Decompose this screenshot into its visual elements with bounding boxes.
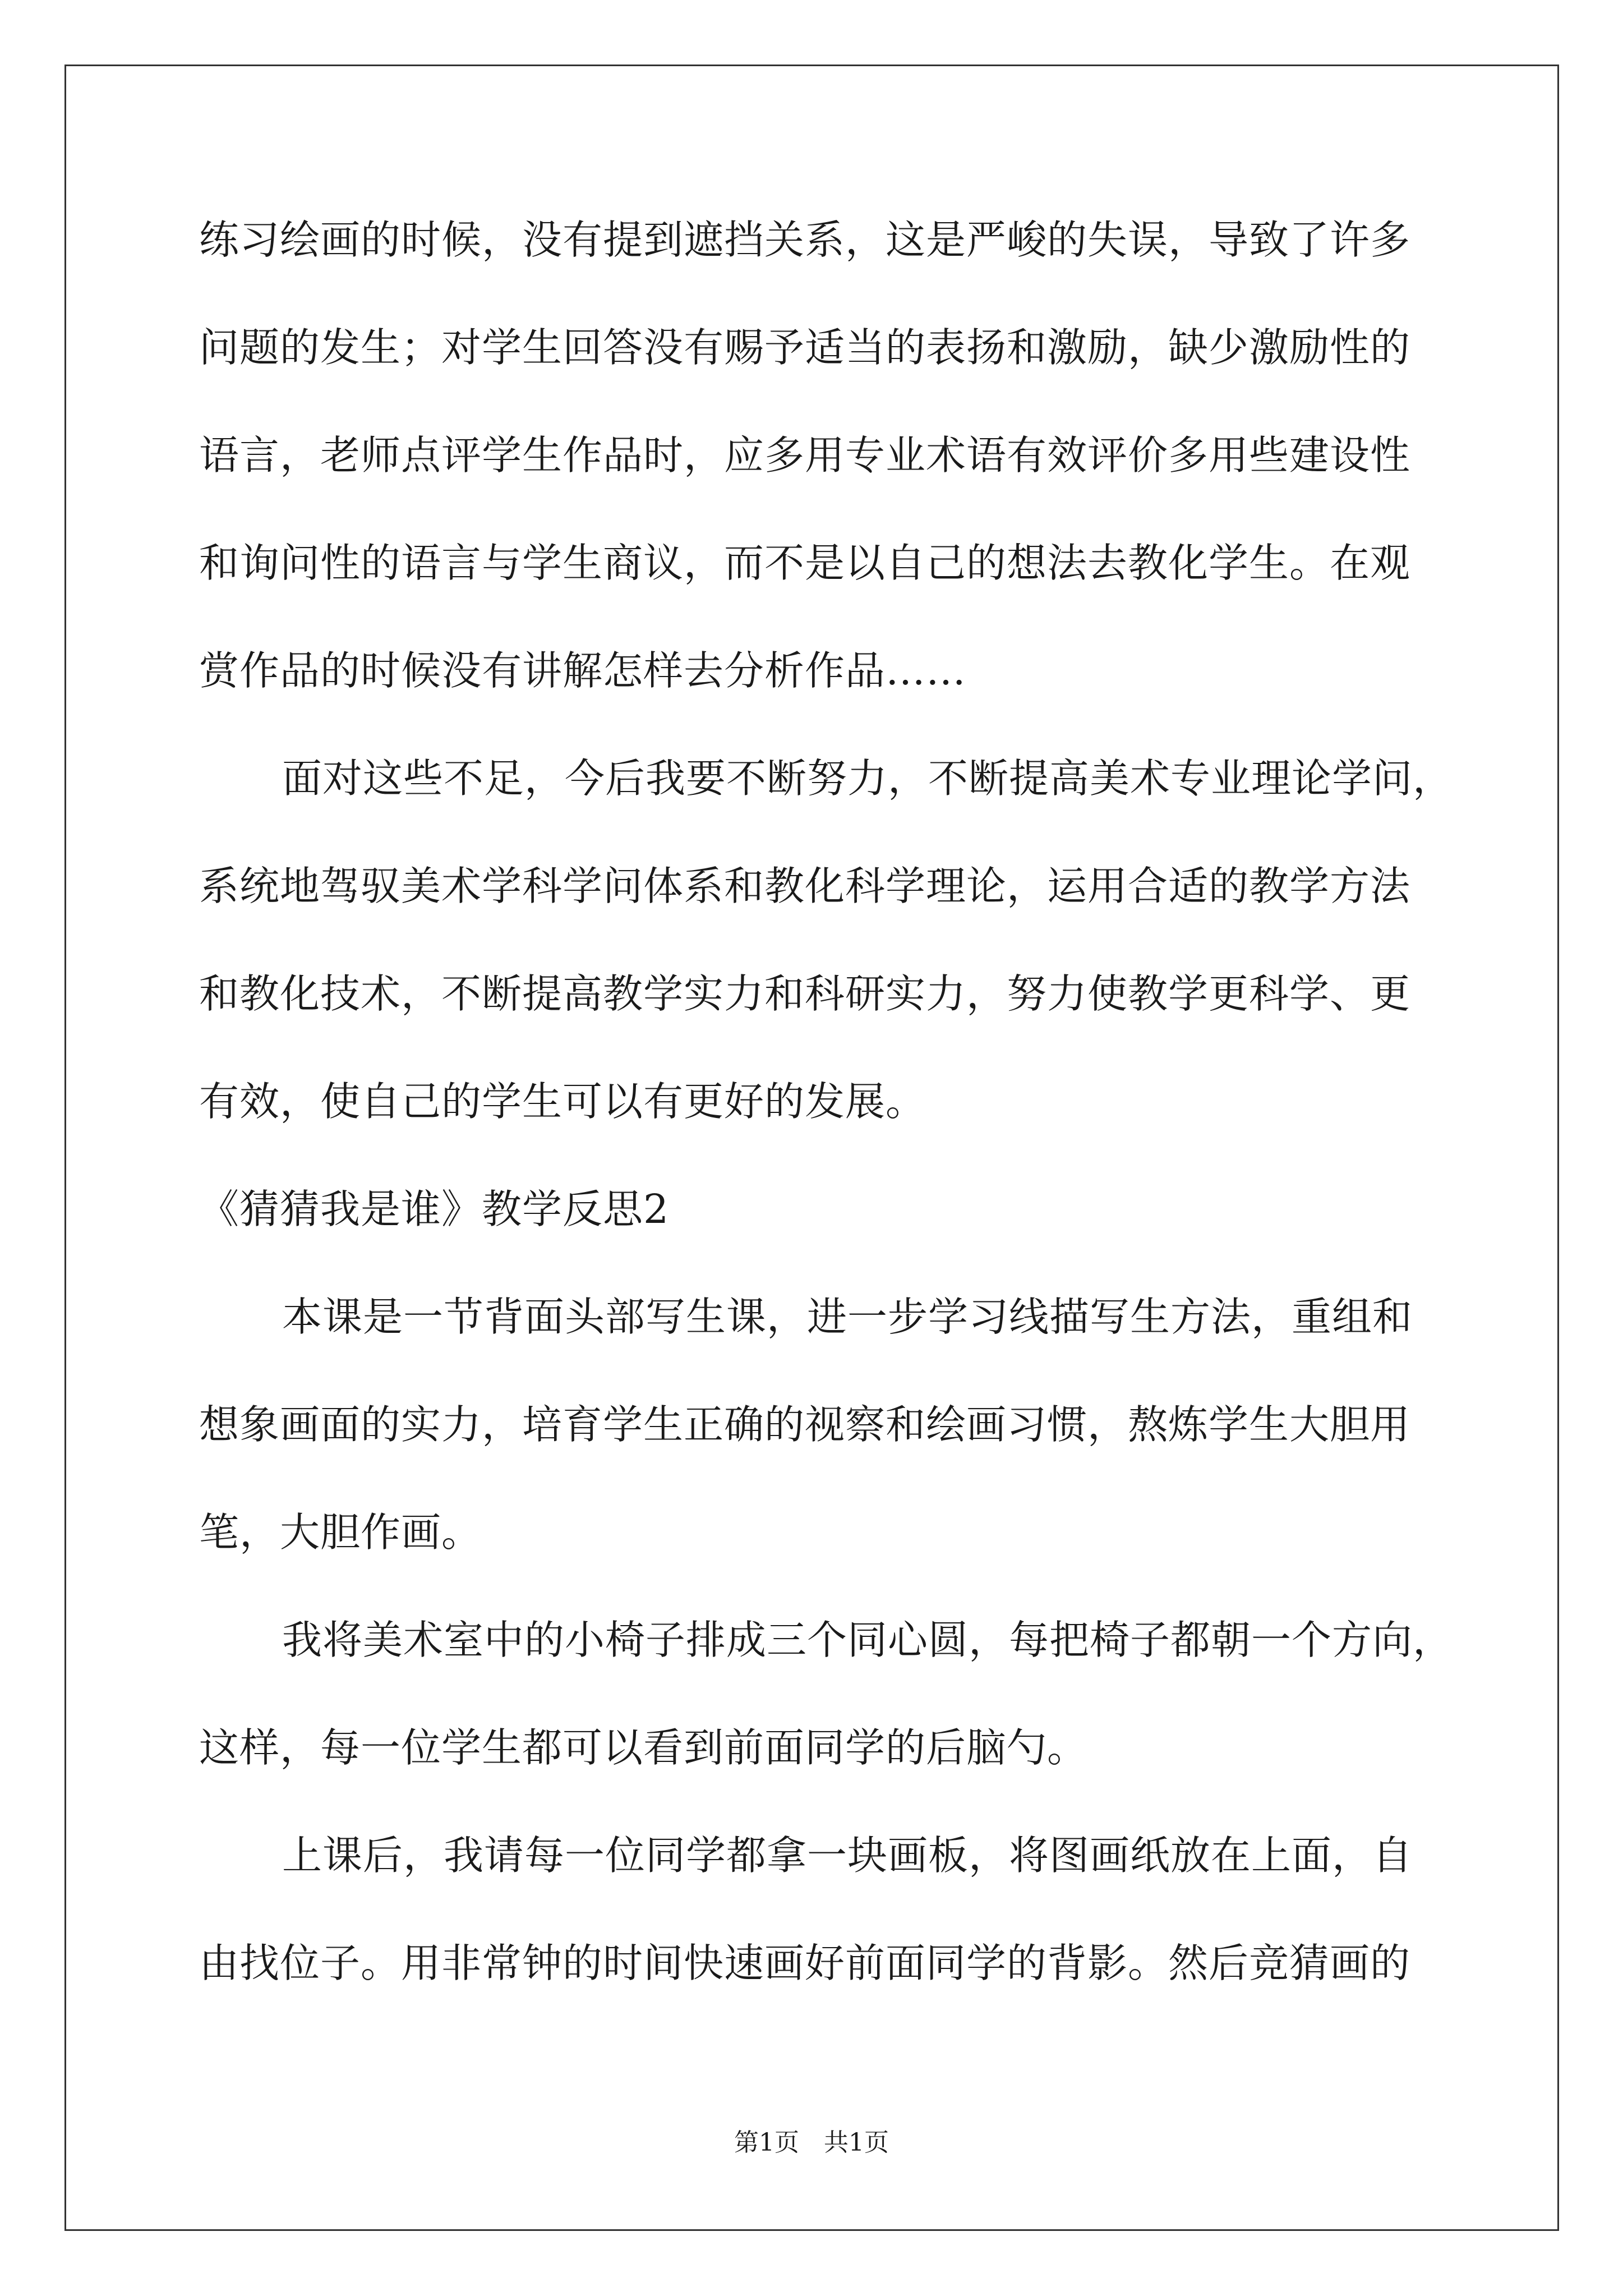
section-heading: 《猜猜我是谁》教学反思2 xyxy=(199,1186,670,1232)
paragraph-first-line: 上课后，我请每一位同学都拿一块画板，将图画纸放在上面，自 xyxy=(282,1832,1413,1879)
text-line: 系统地驾驭美术学科学问体系和教化科学理论，运用合适的教学方法 xyxy=(199,863,1411,909)
text-line: 语言，老师点评学生作品时，应多用专业术语有效评价多用些建设性 xyxy=(199,432,1411,478)
text-line: 问题的发生；对学生回答没有赐予适当的表扬和激励，缺少激励性的 xyxy=(199,324,1411,371)
text-line: 想象画面的实力，培育学生正确的视察和绘画习惯，熬炼学生大胆用 xyxy=(199,1401,1411,1448)
paragraph-first-line: 本课是一节背面头部写生课，进一步学习线描写生方法，重组和 xyxy=(282,1294,1413,1340)
paragraph-first-line: 我将美术室中的小椅子排成三个同心圆，每把椅子都朝一个方向， xyxy=(282,1617,1454,1663)
text-line: 笔，大胆作画。 xyxy=(199,1509,482,1556)
document-body xyxy=(199,213,1454,1990)
paragraph-first-line: 面对这些不足，今后我要不断努力，不断提高美术专业理论学问， xyxy=(282,755,1454,802)
text-line: 这样，每一位学生都可以看到前面同学的后脑勺。 xyxy=(199,1724,1088,1771)
text-line: 由找位子。用非常钟的时间快速画好前面同学的背影。然后竞猜画的 xyxy=(199,1940,1411,1986)
text-line: 有效，使自己的学生可以有更好的发展。 xyxy=(199,1078,926,1125)
text-line: 和教化技术，不断提高教学实力和科研实力，努力使教学更科学、更 xyxy=(199,970,1411,1017)
page-footer: 第1页 共1页 xyxy=(734,2128,889,2157)
text-line: 和询问性的语言与学生商议，而不是以自己的想法去教化学生。在观 xyxy=(199,540,1411,586)
text-line: 练习绘画的时候，没有提到遮挡关系，这是严峻的失误，导致了许多 xyxy=(199,217,1411,263)
text-line: 赏作品的时候没有讲解怎样去分析作品…… xyxy=(199,647,967,694)
